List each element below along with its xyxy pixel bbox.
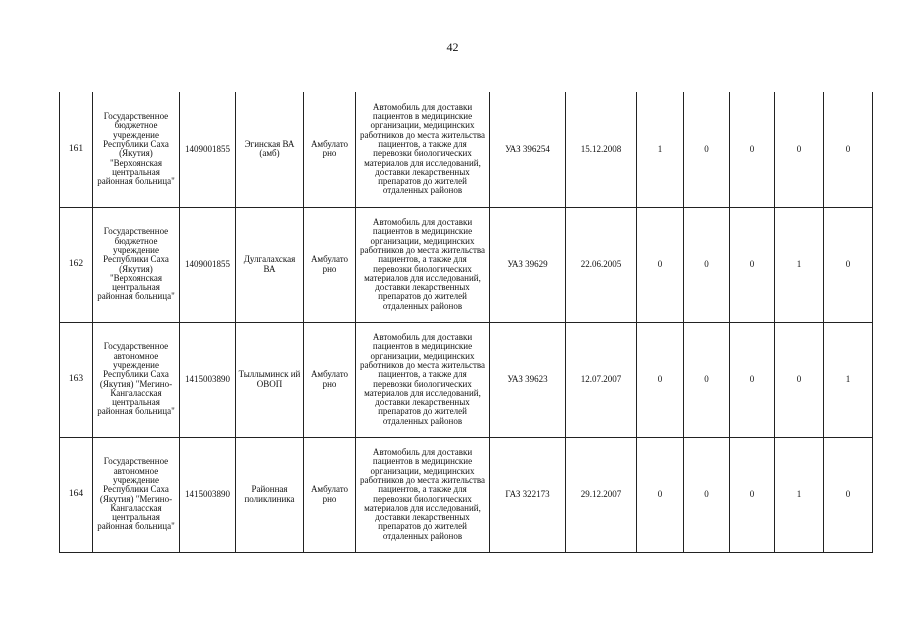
unit-name: Тыллыминск ий ОВОП — [236, 322, 304, 437]
table-row — [60, 322, 873, 437]
organization-name: Государственное автономное учреждение Республики Саха (Якутия) "Мегино-Кангаласская центральная районная больница" — [93, 322, 180, 437]
issue-date: 15.12.2008 — [566, 92, 637, 207]
row-number: 161 — [60, 92, 93, 207]
count-cell: 0 — [637, 207, 684, 322]
unit-name: Эгинская ВА (амб) — [236, 92, 304, 207]
row-number: 162 — [60, 207, 93, 322]
organization-name: Государственное бюджетное учреждение Республики Саха (Якутия) "Верхоянская центральная районная больница" — [93, 207, 180, 322]
count-cell: 0 — [775, 92, 824, 207]
table-row — [60, 207, 873, 322]
unit-name: Дулгалахская ВА — [236, 207, 304, 322]
organization-name: Государственное бюджетное учреждение Республики Саха (Якутия) "Верхоянская центральная районная больница" — [93, 92, 180, 207]
count-cell: 0 — [824, 92, 873, 207]
count-cell: 0 — [637, 322, 684, 437]
vehicle-model: ГАЗ 322173 — [490, 437, 566, 552]
inn-value: 1409001855 — [180, 207, 236, 322]
vehicle-model: УАЗ 39623 — [490, 322, 566, 437]
vehicle-registry-table — [59, 92, 873, 553]
count-cell: 0 — [730, 437, 775, 552]
organization-name: Государственное автономное учреждение Республики Саха (Якутия) "Мегино-Кангаласская центральная районная больница" — [93, 437, 180, 552]
vehicle-model: УАЗ 39629 — [490, 207, 566, 322]
service-type: Амбулато рно — [304, 92, 356, 207]
count-cell: 1 — [775, 207, 824, 322]
row-number: 164 — [60, 437, 93, 552]
issue-date: 22.06.2005 — [566, 207, 637, 322]
count-cell: 0 — [684, 437, 730, 552]
inn-value: 1415003890 — [180, 437, 236, 552]
count-cell: 0 — [637, 437, 684, 552]
count-cell: 0 — [730, 92, 775, 207]
inn-value: 1415003890 — [180, 322, 236, 437]
vehicle-purpose: Автомобиль для доставки пациентов в медицинские организации, медицинских работников до места жительства пациентов, а также для перевозки биологических материалов для исследований, доставки лекарственных препаратов до жителей отдаленных районов — [356, 207, 490, 322]
service-type: Амбулато рно — [304, 437, 356, 552]
vehicle-purpose: Автомобиль для доставки пациентов в медицинские организации, медицинских работников до места жительства пациентов, а также для перевозки биологических материалов для исследований, доставки лекарственных препаратов до жителей отдаленных районов — [356, 322, 490, 437]
count-cell: 1 — [775, 437, 824, 552]
inn-value: 1409001855 — [180, 92, 236, 207]
table-row — [60, 92, 873, 207]
unit-name: Районная поликлиника — [236, 437, 304, 552]
service-type: Амбулато рно — [304, 207, 356, 322]
issue-date: 29.12.2007 — [566, 437, 637, 552]
vehicle-purpose: Автомобиль для доставки пациентов в медицинские организации, медицинских работников до места жительства пациентов, а также для перевозки биологических материалов для исследований, доставки лекарственных препаратов до жителей отдаленных районов — [356, 437, 490, 552]
count-cell: 1 — [637, 92, 684, 207]
count-cell: 0 — [684, 92, 730, 207]
count-cell: 0 — [824, 207, 873, 322]
count-cell: 1 — [824, 322, 873, 437]
vehicle-purpose: Автомобиль для доставки пациентов в медицинские организации, медицинских работников до места жительства пациентов, а также для перевозки биологических материалов для исследований, доставки лекарственных препаратов до жителей отдаленных районов — [356, 92, 490, 207]
issue-date: 12.07.2007 — [566, 322, 637, 437]
count-cell: 0 — [730, 207, 775, 322]
page-number: 42 — [446, 40, 459, 54]
count-cell: 0 — [775, 322, 824, 437]
count-cell: 0 — [684, 322, 730, 437]
count-cell: 0 — [824, 437, 873, 552]
row-number: 163 — [60, 322, 93, 437]
vehicle-model: УАЗ 396254 — [490, 92, 566, 207]
table-row — [60, 437, 873, 552]
count-cell: 0 — [730, 322, 775, 437]
count-cell: 0 — [684, 207, 730, 322]
service-type: Амбулато рно — [304, 322, 356, 437]
